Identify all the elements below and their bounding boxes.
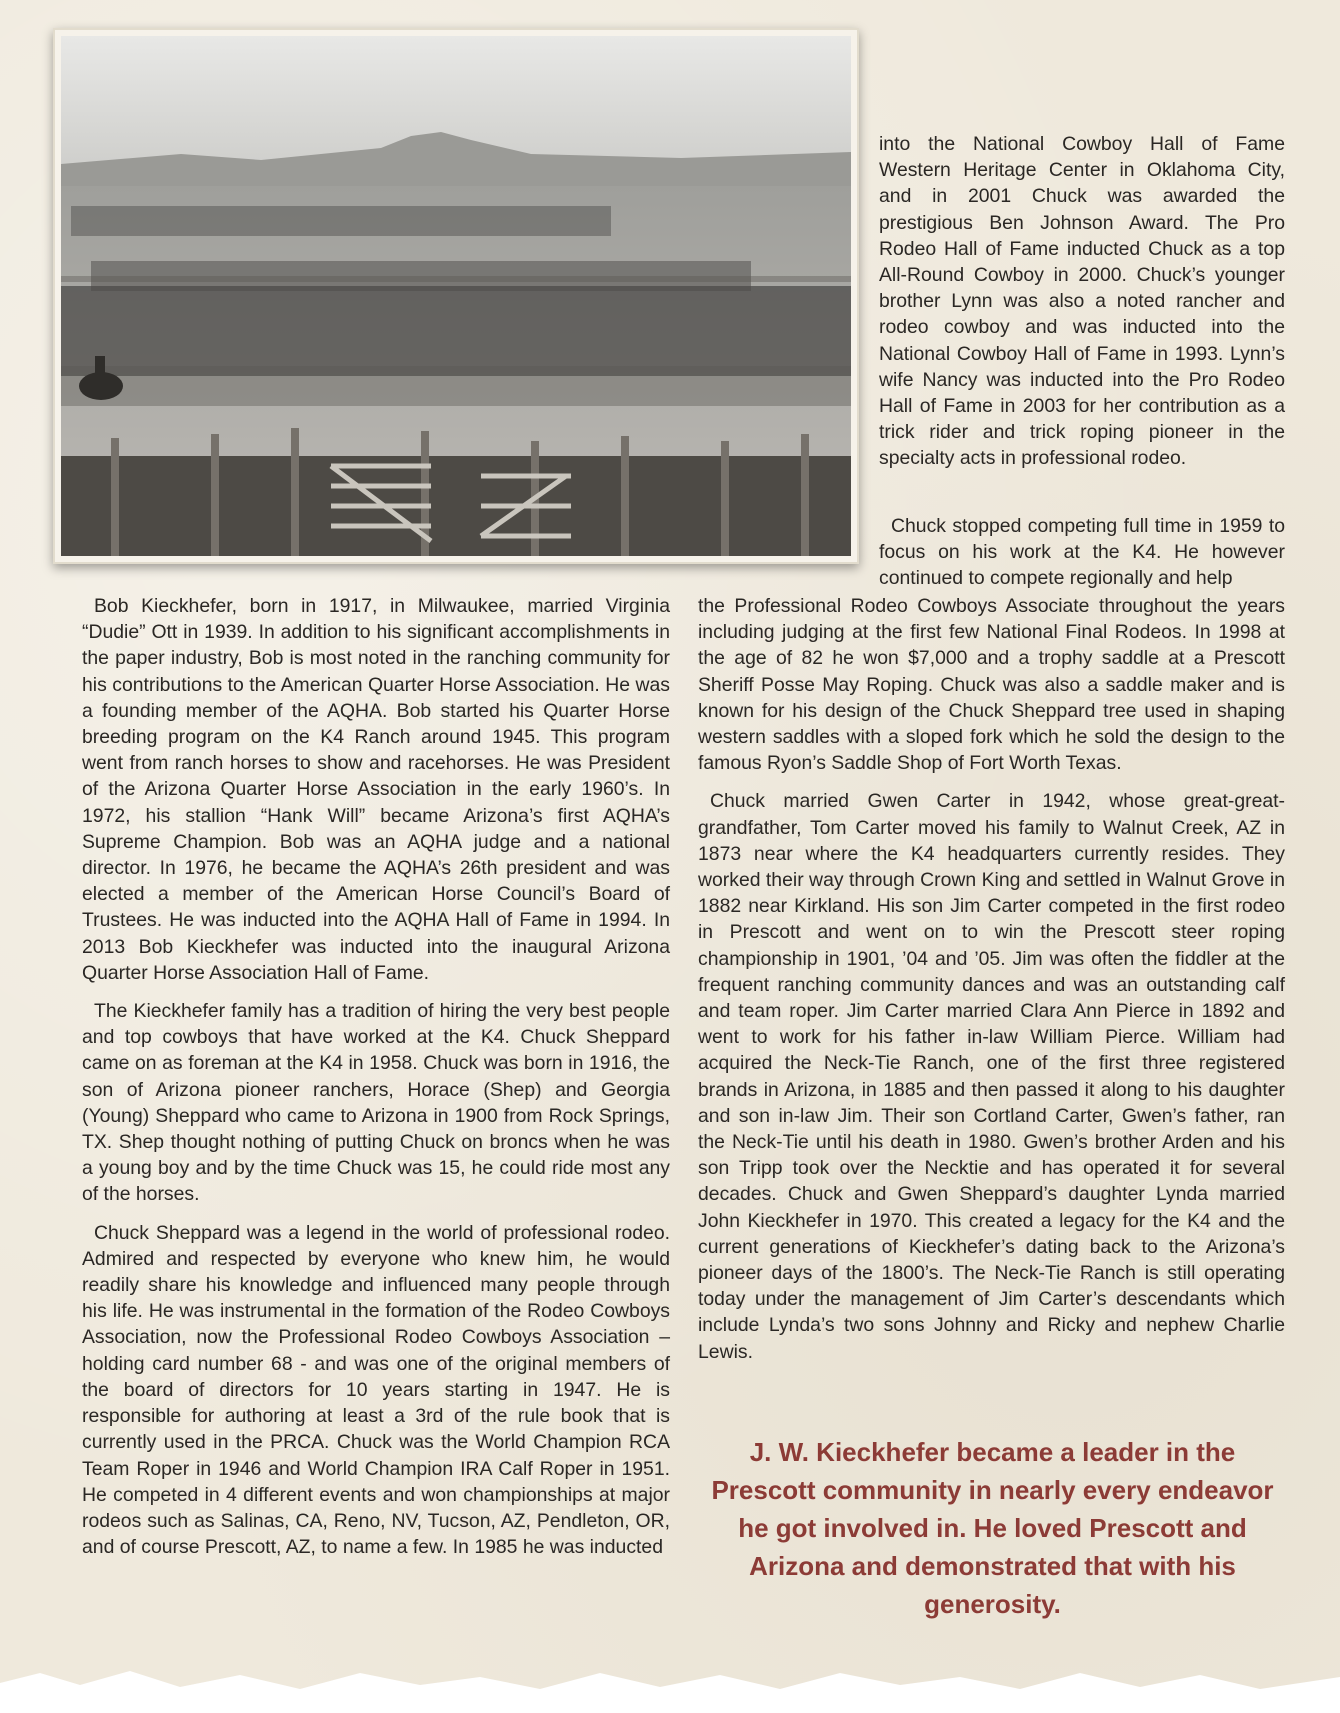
- ranch-photo-frame: [53, 28, 859, 564]
- paragraph-prca-continuation: the Professional Rodeo Cowboys Associate throughout the years including judging at the first few National Final Rodeos. In 1998 at the age of 82 he won $7,000 and a trophy saddle at a Prescott Sheriff Posse May Roping. Chuck was also a saddle maker and is known for his design of the Chuck Sheppard tree used in shaping western saddles with a sloped fork which he sold the design to the famous Ryon’s Saddle Shop of Fort Worth Texas.: [698, 595, 1285, 775]
- pull-quote: J. W. Kieckhefer became a leader in the Prescott community in nearly every endeavor he got involved in. He loved Prescott and Arizona and demonstrated that with his generosity.: [711, 1437, 1274, 1619]
- paragraph-kieckhefer-family: The Kieckhefer family has a tradition of hiring the very best people and top cowboys that have worked at the K4. Chuck Sheppard came on as foreman at the K4 in 1958. Chuck was born in 1916, the son of Arizona pioneer ranchers, Horace (Shep) and Georgia (Young) Sheppard who came to Arizona in 1900 from Rock Springs, TX. Shep thought nothing of putting Chuck on broncs when he was a young boy and by the time Chuck was 15, he could ride most any of the horses.: [82, 1000, 670, 1206]
- ranch-photo: [61, 36, 851, 556]
- right-mid-start-text: Chuck stopped competing full time in 1959 to focus on his work at the K4. He however continued to compete regionally and help: [879, 515, 1285, 590]
- left-column: [82, 593, 670, 1572]
- paragraph-gwen-carter: Chuck married Gwen Carter in 1942, whose great-great-grandfather, Tom Carter moved his family to Walnut Creek, AZ in 1873 near where the K4 headquarters currently resides. They worked their way through Crown King and settled in Walnut Grove in 1882 near Kirkland. His son Jim Carter competed in the first rodeo in Prescott and went on to win the Prescott steer roping championship in 1901, ’04 and ’05. Jim was often the fiddler at the frequent ranching community dances and was an outstanding calf and team roper. Jim Carter married Clara Ann Pierce in 1892 and went to work for his father in-law William Pierce. William had acquired the Neck-Tie Ranch, one of the first three registered brands in Arizona, in 1885 and then passed it along to his daughter and son in-law Jim. Their son Cortland Carter, Gwen’s father, ran the Neck-Tie until his death in 1980. Gwen’s brother Arden and his son Tripp took over the Necktie and has operated it for several decades. Chuck and Gwen Sheppard’s daughter Lynda married John Kieckhefer in 1970. This created a legacy for the K4 and the current generations of Kieckhefer’s dating back to the Arizona’s pioneer days of the 1800’s. The Neck-Tie Ranch is still operating today under the management of Jim Carter’s descendants which include Lynda’s two sons Johnny and Ricky and nephew Charlie Lewis.: [698, 790, 1285, 1363]
- right-column-middle-paragraph-start: [879, 513, 1285, 592]
- paragraph-bob-kieckhefer: Bob Kieckhefer, born in 1917, in Milwaukee, married Virginia “Dudie” Ott in 1939. In addition to his significant accomplishments in the paper industry, Bob is most noted in the ranching community for his contributions to the American Quarter Horse Association. He was a founding member of the AQHA. Bob started his Quarter Horse breeding program on the K4 Ranch around 1945. This program went from ranch horses to show and racehorses. He was President of the Arizona Quarter Horse Association in the early 1960’s. In 1972, his stallion “Hank Will” became Arizona’s first AQHA’s Supreme Champion. Bob was an AQHA judge and a national director. In 1976, he became the AQHA’s 26th president and was elected a member of the American Horse Council’s Board of Trustees. He was inducted into the AQHA Hall of Fame in 1994. In 2013 Bob Kieckhefer was inducted into the inaugural Arizona Quarter Horse Association Hall of Fame.: [82, 595, 670, 984]
- right-column-top-text: into the National Cowboy Hall of Fame Western Heritage Center in Oklahoma City, and in 2001 Chuck was awarded the prestigious Ben Johnson Award. The Pro Rodeo Hall of Fame inducted Chuck as a top All-Round Cowboy in 2000. Chuck’s younger brother Lynn was also a noted rancher and rodeo cowboy and was inducted into the National Cowboy Hall of Fame in 1993. Lynn’s wife Nancy was inducted into the Pro Rodeo Hall of Fame in 2003 for her contribution as a trick rider and trick roping pioneer in the specialty acts in professional rodeo.: [879, 133, 1285, 470]
- torn-paper-edge: [0, 1643, 1340, 1713]
- paragraph-chuck-sheppard: Chuck Sheppard was a legend in the world of professional rodeo. Admired and respected by everyone who knew him, he would readily share his knowledge and influenced many people through his life. He was instrumental in the formation of the Rodeo Cowboys Association, now the Professional Rodeo Cowboys Association – holding card number 68 - and was one of the original members of the board of directors for 10 years starting in 1947. He is responsible for authoring at least a 3rd of the rule book that is currently used in the PRCA. Chuck was the World Champion RCA Team Roper in 1946 and World Champion IRA Calf Roper in 1951. He competed in 4 different events and won championships at major rodeos such as Salinas, CA, Reno, NV, Tucson, AZ, Pendleton, OR, and of course Prescott, AZ, to name a few. In 1985 he was inducted: [82, 1221, 670, 1559]
- right-column: [698, 593, 1285, 1377]
